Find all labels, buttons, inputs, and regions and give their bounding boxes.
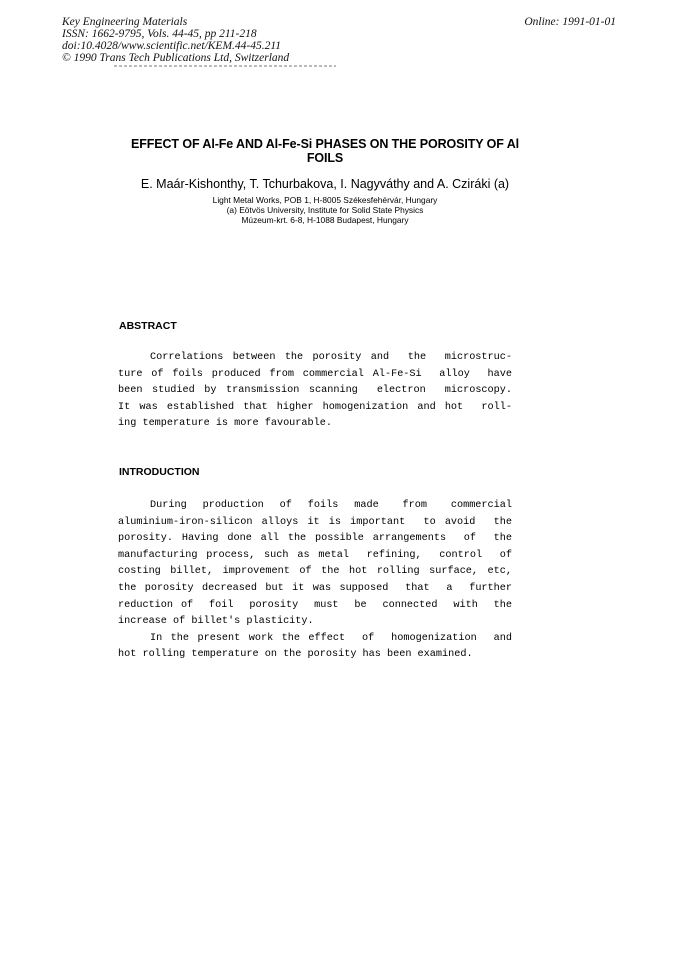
- introduction-body: [118, 498, 512, 664]
- intro-line: hot rolling temperature on the porosity has been examined.: [118, 649, 473, 661]
- intro-line: reduction of foil porosity must be connected with the: [118, 599, 512, 611]
- intro-line: increase of billet's plasticity.: [118, 616, 314, 628]
- abstract-line: ing temperature is more favourable.: [118, 418, 332, 430]
- abstract-line: Correlations between the porosity and the microstruc-: [150, 352, 512, 363]
- journal-name: Key Engineering Materials: [62, 16, 188, 28]
- title-line-2: FOILS: [306, 151, 344, 165]
- paper-title: [115, 137, 535, 165]
- abstract-line: ture of foils produced from commercial Al-Fe-Si alloy have: [118, 368, 512, 380]
- intro-line: costing billet, improvement of the hot rolling surface, etc,: [118, 566, 512, 578]
- intro-line: In the present work the effect of homogenization and: [150, 632, 512, 644]
- copyright-line: © 1990 Trans Tech Publications Ltd, Switzerland: [62, 52, 290, 64]
- abstract-line: been studied by transmission scanning electron microscopy.: [118, 385, 512, 397]
- introduction-heading: INTRODUCTION: [119, 466, 200, 478]
- intro-line: During production of foils made from commercial: [150, 500, 512, 511]
- affiliation-2: (a) Eötvös University, Institute for Solid State Physics: [226, 205, 424, 215]
- abstract-heading: ABSTRACT: [119, 320, 177, 332]
- abstract-line: It was established that higher homogenization and hot roll-: [118, 401, 512, 413]
- journal-header: [62, 16, 289, 64]
- affiliation-3: Múzeum-krt. 6-8, H-1088 Budapest, Hungary: [241, 215, 409, 225]
- intro-line: aluminium-iron-silicon alloys it is important to avoid the: [118, 516, 512, 528]
- affiliations: [115, 195, 535, 225]
- abstract-body: [118, 350, 512, 433]
- author-list: E. Maár-Kishonthy, T. Tchurbakova, I. Nagyváthy and A. Cziráki (a): [140, 177, 510, 191]
- issn-line: ISSN: 1662-9795, Vols. 44-45, pp 211-218: [62, 28, 257, 40]
- online-date: Online: 1991-01-01: [524, 16, 616, 28]
- affiliation-1: Light Metal Works, POB 1, H-8005 Székesfehérvár, Hungary: [212, 195, 438, 205]
- faint-scan-line: [114, 65, 336, 67]
- doi-line: doi:10.4028/www.scientific.net/KEM.44-45.211: [62, 40, 282, 52]
- intro-line: manufacturing process, such as metal refining, control of: [118, 549, 512, 561]
- intro-line: the porosity decreased but it was supposed that a further: [118, 582, 512, 594]
- intro-line: porosity. Having done all the possible arrangements of the: [118, 533, 512, 545]
- title-line-1: EFFECT OF Al-Fe AND Al-Fe-Si PHASES ON THE POROSITY OF Al: [130, 137, 520, 151]
